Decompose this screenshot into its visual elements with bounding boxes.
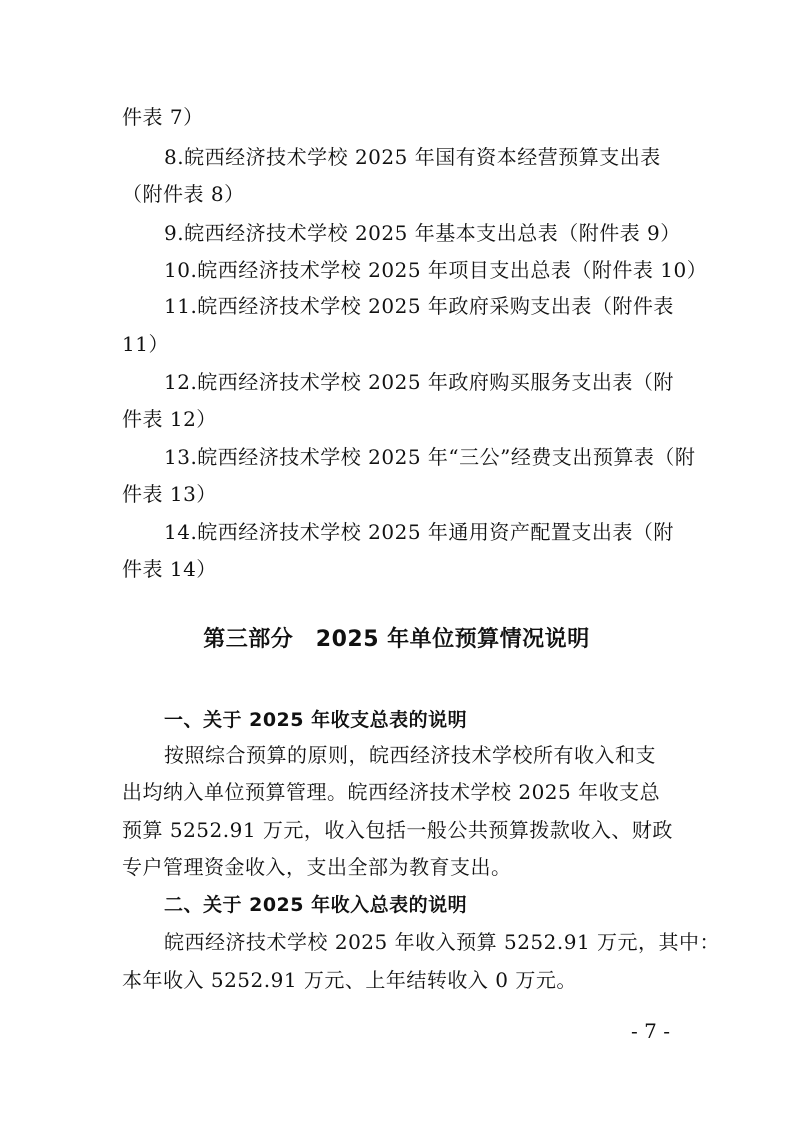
- subsection-1-paragraph-line-2: 出均纳入单位预算管理。皖西经济技术学校 2025 年收支总: [122, 780, 661, 804]
- list-line-9: 件表 12）: [122, 407, 217, 431]
- list-line-13: 件表 14）: [122, 557, 217, 581]
- list-line-5: 10.皖西经济技术学校 2025 年项目支出总表（附件表 10）: [164, 258, 708, 282]
- list-line-12: 14.皖西经济技术学校 2025 年通用资产配置支出表（附: [164, 520, 674, 544]
- list-line-6: 11.皖西经济技术学校 2025 年政府采购支出表（附件表: [164, 294, 674, 318]
- subsection-2-paragraph-line-2: 本年收入 5252.91 万元、上年结转收入 0 万元。: [122, 968, 577, 992]
- list-line-1: 件表 7）: [122, 105, 204, 129]
- subsection-1-paragraph-line-3: 预算 5252.91 万元，收入包括一般公共预算拨款收入、财政: [122, 818, 673, 842]
- subsection-2-paragraph-line-1: 皖西经济技术学校 2025 年收入预算 5252.91 万元，其中：: [164, 930, 721, 954]
- list-line-2: 8.皖西经济技术学校 2025 年国有资本经营预算支出表: [164, 145, 661, 169]
- section-title: 第三部分 2025 年单位预算情况说明: [203, 627, 590, 652]
- list-line-11: 件表 13）: [122, 482, 217, 506]
- subsection-1-heading: 一、关于 2025 年收支总表的说明: [164, 709, 468, 731]
- list-line-4: 9.皖西经济技术学校 2025 年基本支出总表（附件表 9）: [164, 221, 681, 245]
- list-line-8: 12.皖西经济技术学校 2025 年政府购买服务支出表（附: [164, 370, 674, 394]
- page-number: - 7 -: [631, 1019, 670, 1043]
- subsection-1-paragraph-line-4: 专户管理资金收入，支出全部为教育支出。: [122, 855, 512, 879]
- list-line-10: 13.皖西经济技术学校 2025 年“三公”经费支出预算表（附: [164, 445, 696, 469]
- list-line-7: 11）: [122, 332, 169, 356]
- subsection-2-heading: 二、关于 2025 年收入总表的说明: [164, 894, 468, 916]
- subsection-1-paragraph-line-1: 按照综合预算的原则，皖西经济技术学校所有收入和支: [164, 743, 656, 767]
- list-line-3: （附件表 8）: [122, 182, 245, 206]
